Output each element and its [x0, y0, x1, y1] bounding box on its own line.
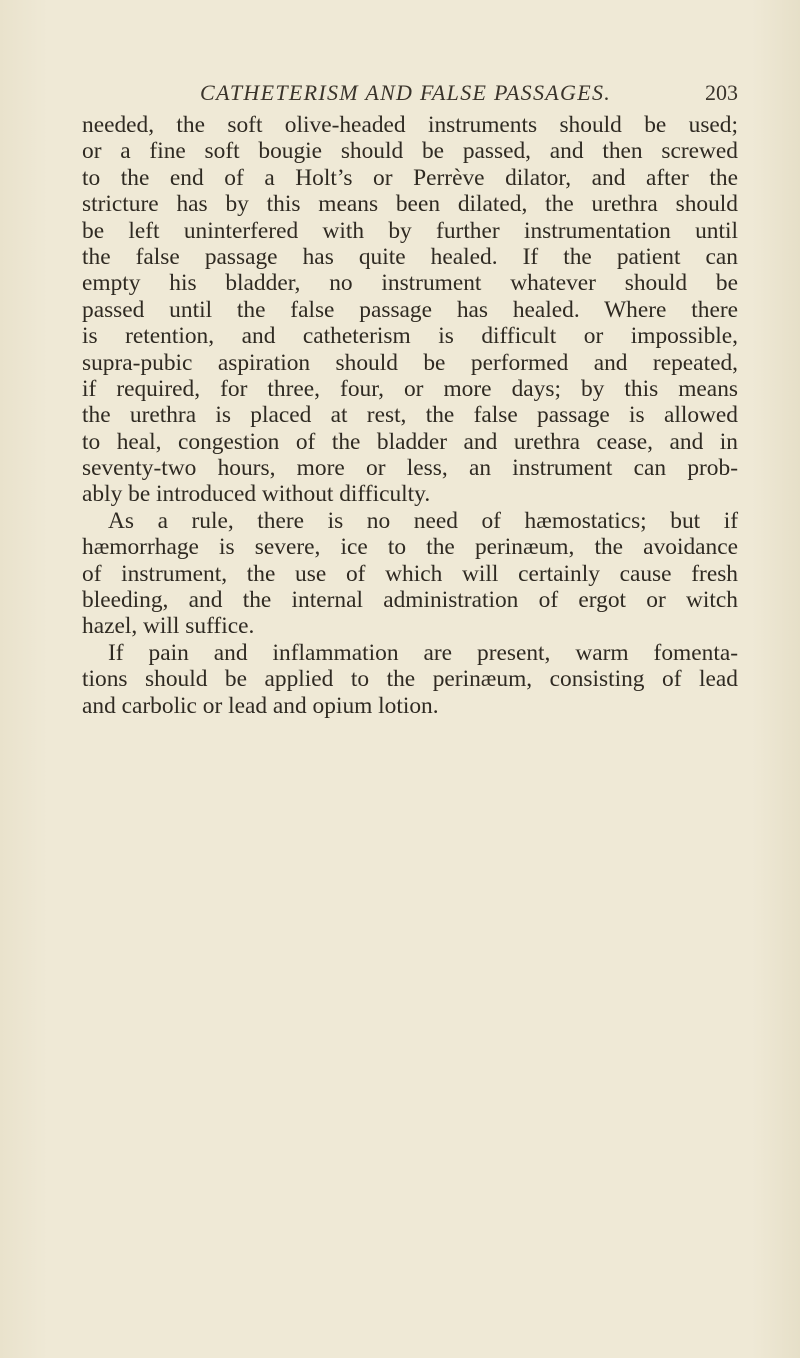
text-line: and carbolic or lead and opium lotion. [82, 692, 439, 719]
running-head [82, 80, 738, 110]
text-line: the urethra is placed at rest, the false passage is allowed [82, 402, 738, 429]
running-title: CATHETERISM AND FALSE PASSAGES. [200, 80, 612, 105]
text-line: to heal, congestion of the bladder and urethra cease, and in [82, 428, 738, 455]
body-text [82, 112, 738, 719]
page-number: 203 [705, 80, 738, 105]
text-line: to the end of a Holt’s or Perrève dilator, and after the [82, 164, 738, 191]
text-line: is retention, and catheterism is difficult or impossible, [82, 323, 738, 350]
text-line: needed, the soft olive-headed instruments should be used; [82, 112, 738, 138]
text-line: hæmorrhage is severe, ice to the perinæum, the avoidance [82, 534, 738, 561]
text-line: supra-pubic aspiration should be performed and repeated, [82, 349, 738, 376]
text-line: of instrument, the use of which will certainly cause fresh [82, 560, 738, 587]
text-line: be left uninterfered with by further instrumentation until [82, 217, 738, 244]
text-line: if required, for three, four, or more days; by this means [82, 375, 738, 402]
text-line: hazel, will suffice. [82, 613, 255, 640]
text-line: empty his bladder, no instrument whatever should be [82, 270, 738, 297]
text-line: As a rule, there is no need of hæmostatics; but if [108, 507, 738, 534]
text-line: seventy-two hours, more or less, an instrument can prob- [82, 455, 738, 482]
text-line: stricture has by this means been dilated, the urethra should [82, 191, 738, 218]
text-line: bleeding, and the internal administration of ergot or witch [82, 587, 738, 614]
text-line: passed until the false passage has healed. Where there [82, 296, 738, 323]
text-line: or a fine soft bougie should be passed, and then screwed [82, 138, 738, 165]
text-line: If pain and inflammation are present, warm fomenta- [108, 639, 738, 666]
text-line: ably be introduced without difficulty. [82, 481, 431, 508]
text-line: tions should be applied to the perinæum, consisting of lead [82, 666, 738, 693]
text-line: the false passage has quite healed. If the patient can [82, 243, 738, 270]
